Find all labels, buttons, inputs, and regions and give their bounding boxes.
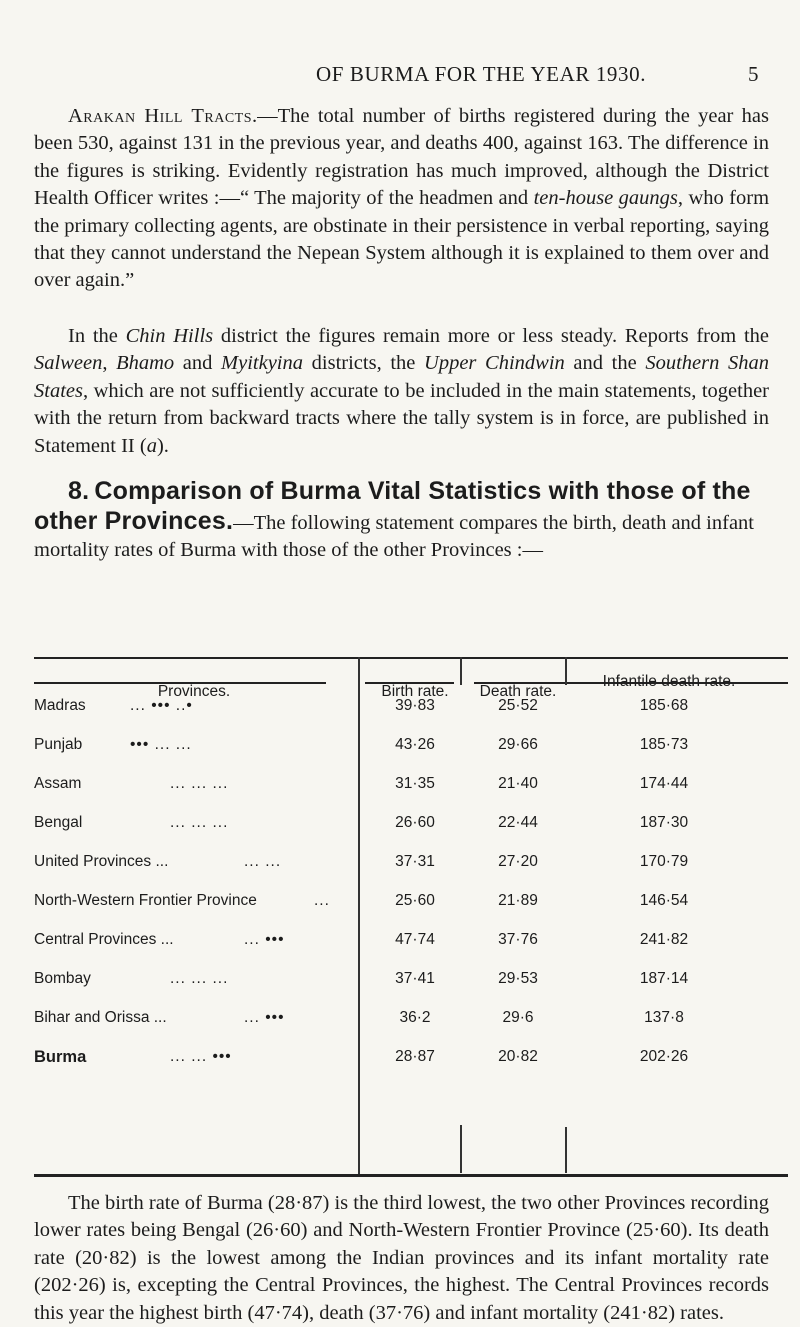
birth-rate: 43·26 <box>395 736 435 753</box>
death-rate: 29·53 <box>498 970 538 987</box>
birth-rate: 25·60 <box>395 892 435 909</box>
province-name: Bombay <box>34 970 91 987</box>
table-row <box>34 775 788 811</box>
province-name: Burma <box>34 1048 87 1066</box>
infantile-death-rate: 187·30 <box>639 814 689 831</box>
birth-rate: 37·41 <box>395 970 435 987</box>
birth-rate: 36·2 <box>399 1009 431 1026</box>
table-row <box>34 853 788 889</box>
table-row <box>34 814 788 850</box>
infantile-death-rate: 185·68 <box>639 697 689 714</box>
birth-rate: 28·87 <box>395 1048 435 1065</box>
section-number: 8. <box>68 477 90 505</box>
section-heading <box>34 478 774 565</box>
chin-text-8: ). <box>156 434 169 457</box>
leader-dots: ... ... ... <box>170 775 229 792</box>
chin-text-2: district the figures remain more or less steady. Reports from the <box>213 325 769 347</box>
conclusion-paragraph <box>34 1190 769 1327</box>
chin-hills-term: Chin Hills <box>125 325 214 347</box>
infantile-death-rate: 146·54 <box>639 892 689 909</box>
province-name: Central Provinces ... <box>34 931 174 948</box>
chin-text-1: In the <box>68 325 126 347</box>
comparison-table <box>34 657 788 1177</box>
arakan-lead: Arakan Hill Tracts <box>68 105 253 127</box>
arakan-text-b: , who form the primary collecting agents, are obstinate in their persistence in verbal reporting, saying that they cannot understand the Nepean System although it is explained to them over and over again.” <box>34 187 770 292</box>
table-divider <box>460 1125 462 1173</box>
table-row <box>34 697 788 733</box>
salween-term: Salween <box>34 352 103 375</box>
conclusion-text: The birth rate of Burma (28·87) is the third lowest, the two other Provinces recording lower rates being Bengal (26·60) and North-Western Frontier Province (25·60). Its death rate (20·82) is the lowest among the Indian provinces and its infant mortality rate (202·26) is, excepting the Central Provinces, the highest. The Central Provinces records this year the highest birth (47·74), death (37·76) and infant mortality (241·82) rates. <box>34 1192 769 1324</box>
province-name: United Provinces ... <box>34 853 169 870</box>
death-rate: 21·89 <box>498 892 538 909</box>
province-name: North-Western Frontier Province <box>34 892 257 909</box>
birth-rate: 31·35 <box>395 775 435 792</box>
table-row <box>34 931 788 967</box>
table-divider <box>565 1127 567 1173</box>
infantile-death-rate: 185·73 <box>639 736 689 753</box>
death-rate: 21·40 <box>498 775 538 792</box>
province-name: Bihar and Orissa ... <box>34 1009 167 1026</box>
leader-dots: ... ... ... <box>170 970 229 987</box>
ten-house-gaungs-term: ten-house gaungs <box>533 187 678 210</box>
leader-dots: ... ... ••• <box>170 1048 232 1065</box>
province-name: Bengal <box>34 814 83 831</box>
leader-dots: ... <box>314 892 330 909</box>
leader-dots: ... ... <box>244 853 282 870</box>
header-death-rate: Death rate. <box>479 683 557 700</box>
chin-text-3: , <box>102 352 117 375</box>
death-rate: 29·66 <box>498 736 538 753</box>
leader-dots: ... ... ... <box>170 814 229 831</box>
death-rate: 29·6 <box>502 1009 534 1026</box>
death-rate: 25·52 <box>498 697 538 714</box>
table-row <box>34 1048 788 1084</box>
running-title: OF BURMA FOR THE YEAR 1930. <box>316 62 647 86</box>
leader-dots: ... ••• ..• <box>130 697 193 714</box>
table-top-rule <box>34 657 788 659</box>
bhamo-term: Bhamo <box>116 352 175 375</box>
chin-text-5: districts, the <box>303 352 425 375</box>
arakan-text-a: .—The total number of births registered during the year has been 530, against 131 in the previous year, and deaths 400, against 163. The difference in the figures is striking. Evidently registration has much improved, although the District Health Officer writes :—“ The majority of the headmen and <box>34 105 770 210</box>
table-row <box>34 970 788 1006</box>
leader-dots: ••• ... ... <box>130 736 192 753</box>
province-name: Madras <box>34 697 86 714</box>
table-divider <box>460 657 462 685</box>
death-rate: 22·44 <box>498 814 538 831</box>
leader-dots: ... ••• <box>244 1009 285 1026</box>
page-number: 5 <box>748 62 759 86</box>
death-rate: 27·20 <box>498 853 538 870</box>
myitkyina-term: Myitkyina <box>221 352 304 375</box>
table-row <box>34 892 788 928</box>
table-divider <box>565 657 567 685</box>
chin-text-6: and the <box>564 352 646 375</box>
leader-dots: ... ••• <box>244 931 285 948</box>
section-title: Comparison of Burma Vital Statistics with those of the other Provinces. <box>34 477 751 535</box>
table-row <box>34 1009 788 1045</box>
infantile-death-rate: 174·44 <box>639 775 689 792</box>
southern-shan-term: Southern Shan States <box>34 352 770 402</box>
infantile-death-rate: 187·14 <box>639 970 689 987</box>
province-name: Punjab <box>34 736 83 753</box>
header-provinces: Provinces. <box>157 683 231 700</box>
infantile-death-rate: 241·82 <box>639 931 689 948</box>
province-name: Assam <box>34 775 82 792</box>
birth-rate: 26·60 <box>395 814 435 831</box>
table-bottom-rule <box>34 1174 788 1177</box>
arakan-paragraph <box>34 103 769 295</box>
infantile-death-rate: 170·79 <box>639 853 689 870</box>
header-infantile-death-rate: Infantile death rate. <box>602 673 736 690</box>
birth-rate: 37·31 <box>395 853 435 870</box>
infantile-death-rate: 202·26 <box>639 1048 689 1065</box>
infantile-death-rate: 137·8 <box>644 1009 684 1026</box>
section-intro: —The following statement compares the birth, death and infant mortality rates of Burma with those of the other Provinces :— <box>34 511 754 561</box>
upper-chindwin-term: Upper Chindwin <box>424 352 565 375</box>
chin-text-7: , which are not sufficiently accurate to be included in the main statements, together with the return from backward tracts where the tally system is in force, are published in Statement II ( <box>34 379 769 457</box>
chin-hills-paragraph <box>34 323 769 460</box>
death-rate: 20·82 <box>498 1048 538 1065</box>
table-row <box>34 736 788 772</box>
birth-rate: 39·83 <box>395 697 435 714</box>
header-birth-rate: Birth rate. <box>381 683 449 700</box>
birth-rate: 47·74 <box>395 931 435 948</box>
death-rate: 37·76 <box>498 931 538 948</box>
statement-a-term: a <box>146 434 157 457</box>
chin-text-4: and <box>174 352 222 375</box>
